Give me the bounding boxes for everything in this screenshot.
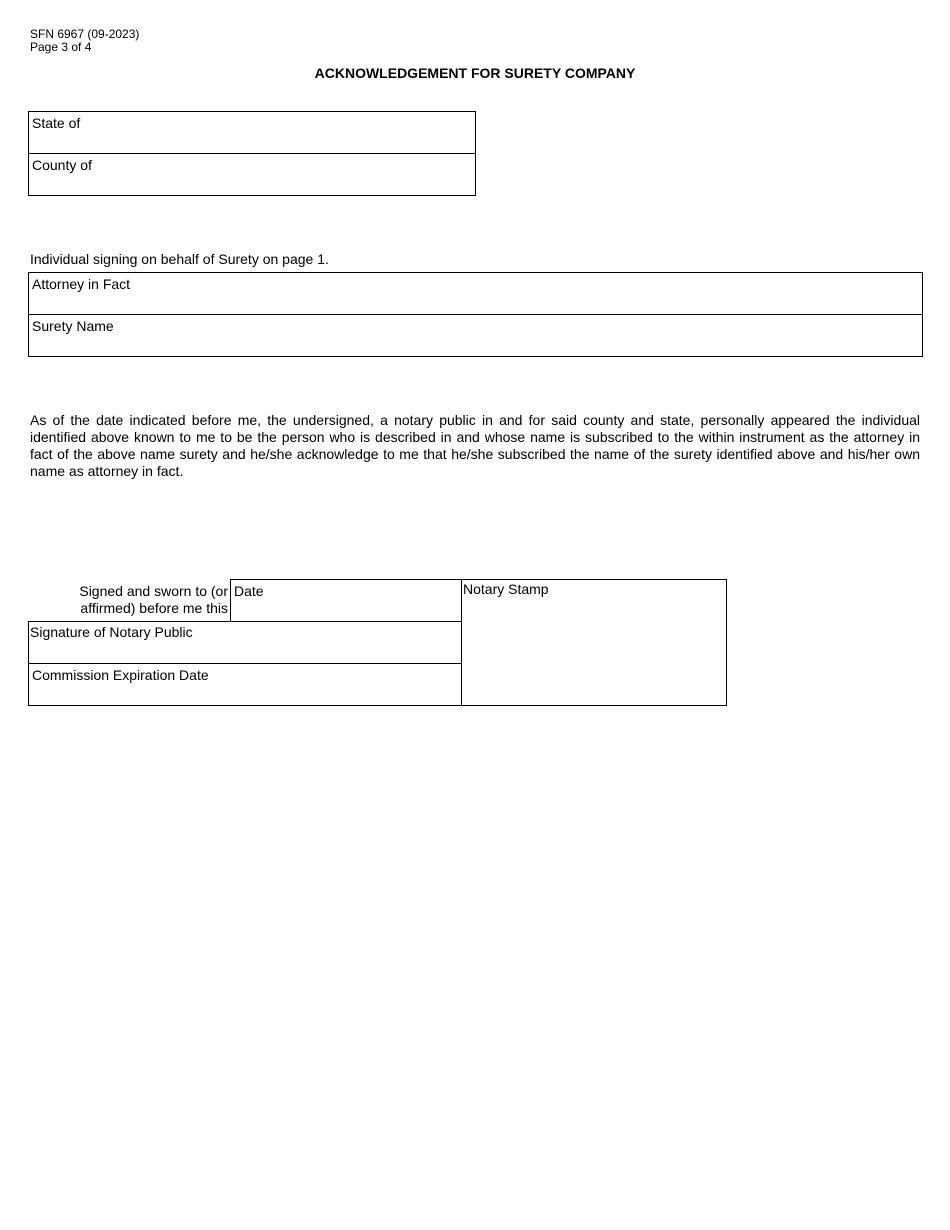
county-label: County of: [32, 157, 92, 173]
date-field[interactable]: [230, 579, 462, 622]
location-box: [28, 111, 476, 196]
commission-expiration-label: Commission Expiration Date: [32, 667, 209, 683]
notary-signature-box: [28, 621, 462, 706]
notary-signature-field[interactable]: [29, 621, 461, 662]
attorney-in-fact-label: Attorney in Fact: [32, 276, 131, 292]
surety-name-label: Surety Name: [32, 318, 114, 334]
page-title: ACKNOWLEDGEMENT FOR SURETY COMPANY: [314, 65, 636, 81]
commission-expiration-field[interactable]: [29, 664, 461, 705]
county-field[interactable]: [29, 154, 475, 195]
surety-intro: Individual signing on behalf of Surety on page 1.: [30, 251, 329, 267]
date-label-wrap: [231, 580, 264, 599]
signed-line-2: affirmed) before me this: [80, 600, 228, 616]
form-number: SFN 6967 (09-2023): [30, 27, 140, 41]
surety-box: [28, 272, 923, 357]
notary-stamp-area: [461, 579, 727, 706]
state-label: State of: [32, 115, 81, 131]
notary-signature-label: Signature of Notary Public: [30, 624, 193, 640]
surety-name-field[interactable]: [29, 315, 922, 356]
page-number: Page 3 of 4: [30, 40, 92, 54]
attorney-in-fact-field[interactable]: [29, 273, 922, 314]
acknowledgement-statement: As of the date indicated before me, the undersigned, a notary public in and for said county and state, personally appeared the individual identified above known to me to be the person who is described in and whose name is subscribed to the within instrument as the attorney in fact of the above name surety and he/she acknowledge to me that he/she subscribed the name of the surety identified above and his/her own name as attorney in fact.: [30, 412, 920, 479]
notary-stamp-label: Notary Stamp: [463, 581, 549, 597]
date-label: Date: [234, 583, 264, 599]
signed-sworn-text: [30, 583, 228, 617]
form-identifier: [30, 28, 139, 54]
state-field[interactable]: [29, 112, 475, 153]
stamp-label-wrap: [462, 578, 549, 597]
signed-line-1: Signed and sworn to (or: [79, 583, 228, 599]
